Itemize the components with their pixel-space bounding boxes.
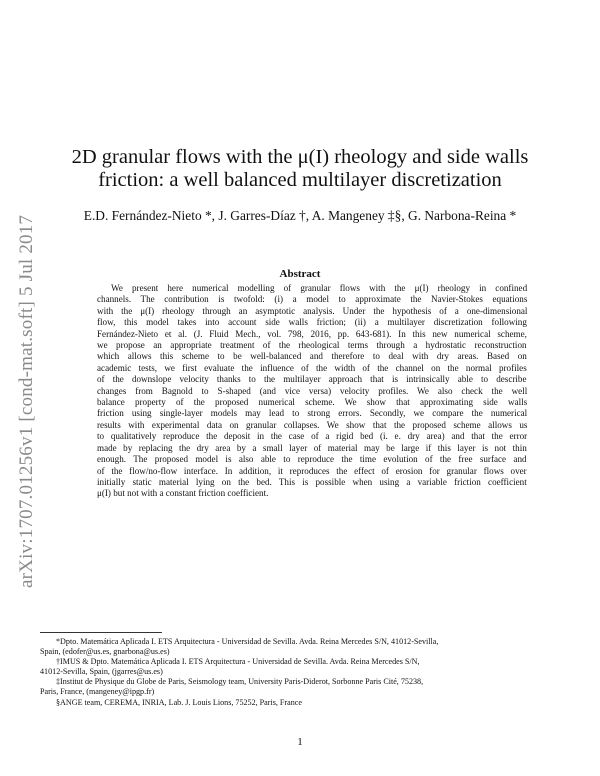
abstract-line: with the μ(I) rheology through an asymptotic analysis. Under the hypothesis of a one-dimensional <box>97 305 528 316</box>
abstract-line: initially static material lying on the bed. This is possible when using a variable friction coefficient <box>97 476 527 487</box>
footnote-line: Paris, France, (mangeney@ipgp.fr) <box>40 687 155 697</box>
abstract-line: results with experimental data on granular collapses. We show that the proposed scheme allows us <box>97 419 528 430</box>
page-number: 1 <box>297 736 303 748</box>
title-line-2: friction: a well balanced multilayer discretization <box>98 169 502 191</box>
footnote-line: ‡Institut de Physique du Globe de Paris, Seismology team, University Paris-Diderot, Sorbonne Paris Cité, 75238, <box>56 677 424 687</box>
abstract-line: friction using single-layer models may lead to strong errors. Secondly, we compare the numerical <box>97 408 528 419</box>
author-list: E.D. Fernández-Nieto *, J. Garres-Díaz †, A. Mangeney ‡§, G. Narbona-Reina * <box>83 208 517 223</box>
paper-title <box>60 146 540 192</box>
footnotes <box>40 637 560 708</box>
abstract-line: flow, this model takes into account side walls friction; (ii) a multilayer discretization following <box>97 317 527 328</box>
arxiv-identifier-stamp: arXiv:1707.01256v1 [cond-mat.soft] 5 Jul 2017 <box>16 214 37 588</box>
abstract-line: of the downslope velocity thanks to the multilayer approach that is intrinsically able to describe <box>97 374 527 385</box>
abstract-line: we propose an appropriate treatment of the rheological terms through a hydrostatic reconstruction <box>97 340 527 351</box>
footnote-line: Spain, (edofer@us.es, gnarbona@us.es) <box>40 647 170 657</box>
abstract-line: made by replacing the dry area by a small layer of material may be large if this layer is not thin <box>97 442 527 453</box>
abstract-line: Fernández-Nieto et al. (J. Fluid Mech., vol. 798, 2016, pp. 643-681). In this new numerical scheme, <box>97 328 527 339</box>
footnote-line: 41012-Sevilla, Spain, (jgarres@us.es) <box>40 667 163 677</box>
abstract-line: enough. The proposed model is also able to reproduce the time evolution of the free surface and <box>97 454 527 465</box>
title-line-1: 2D granular flows with the μ(I) rheology and side walls <box>71 146 529 168</box>
footnote-line: †IMUS & Dpto. Matemática Aplicada I. ETS Arquitectura - Universidad de Sevilla. Avda. Reina Mercedes S/N, <box>56 657 420 667</box>
footnote-line: *Dpto. Matemática Aplicada I. ETS Arquitectura - Universidad de Sevilla. Avda. Reina Mercedes S/N, 41012-Sevilla, <box>56 637 439 646</box>
abstract-line: μ(I) but not with a constant friction coefficient. <box>97 488 269 499</box>
abstract-body <box>97 283 527 500</box>
abstract-line: of the flow/no-flow interface. In addition, it reproduces the effect of erosion for granular flows over <box>97 465 527 476</box>
abstract-line: academic tests, we first evaluate the influence of the width of the channel on the normal profiles <box>97 362 527 373</box>
abstract-line: balance property of the proposed numerical scheme. We show that approximating side walls <box>97 397 528 408</box>
footnote-line: §ANGE team, CEREMA, INRIA, Lab. J. Louis Lions, 75252, Paris, France <box>56 697 302 707</box>
abstract-line: to qualitatively reproduce the deposit in the case of a rigid bed (i. e. dry area) and that the error <box>97 431 528 442</box>
abstract-heading: Abstract <box>279 268 321 280</box>
abstract-line: We present here numerical modelling of granular flows with the μ(I) rheology in confined <box>111 283 528 293</box>
abstract-line: which allows this scheme to be well-balanced and therefore to deal with dry areas. Based on <box>97 351 527 362</box>
abstract-line: channels. The contribution is twofold: (i) a model to approximate the Navier-Stokes equations <box>97 294 528 305</box>
abstract-line: changes from Bagnold to S-shaped (and vice versa) velocity profiles. We also check the well <box>97 385 528 396</box>
footnote-rule <box>40 632 162 633</box>
